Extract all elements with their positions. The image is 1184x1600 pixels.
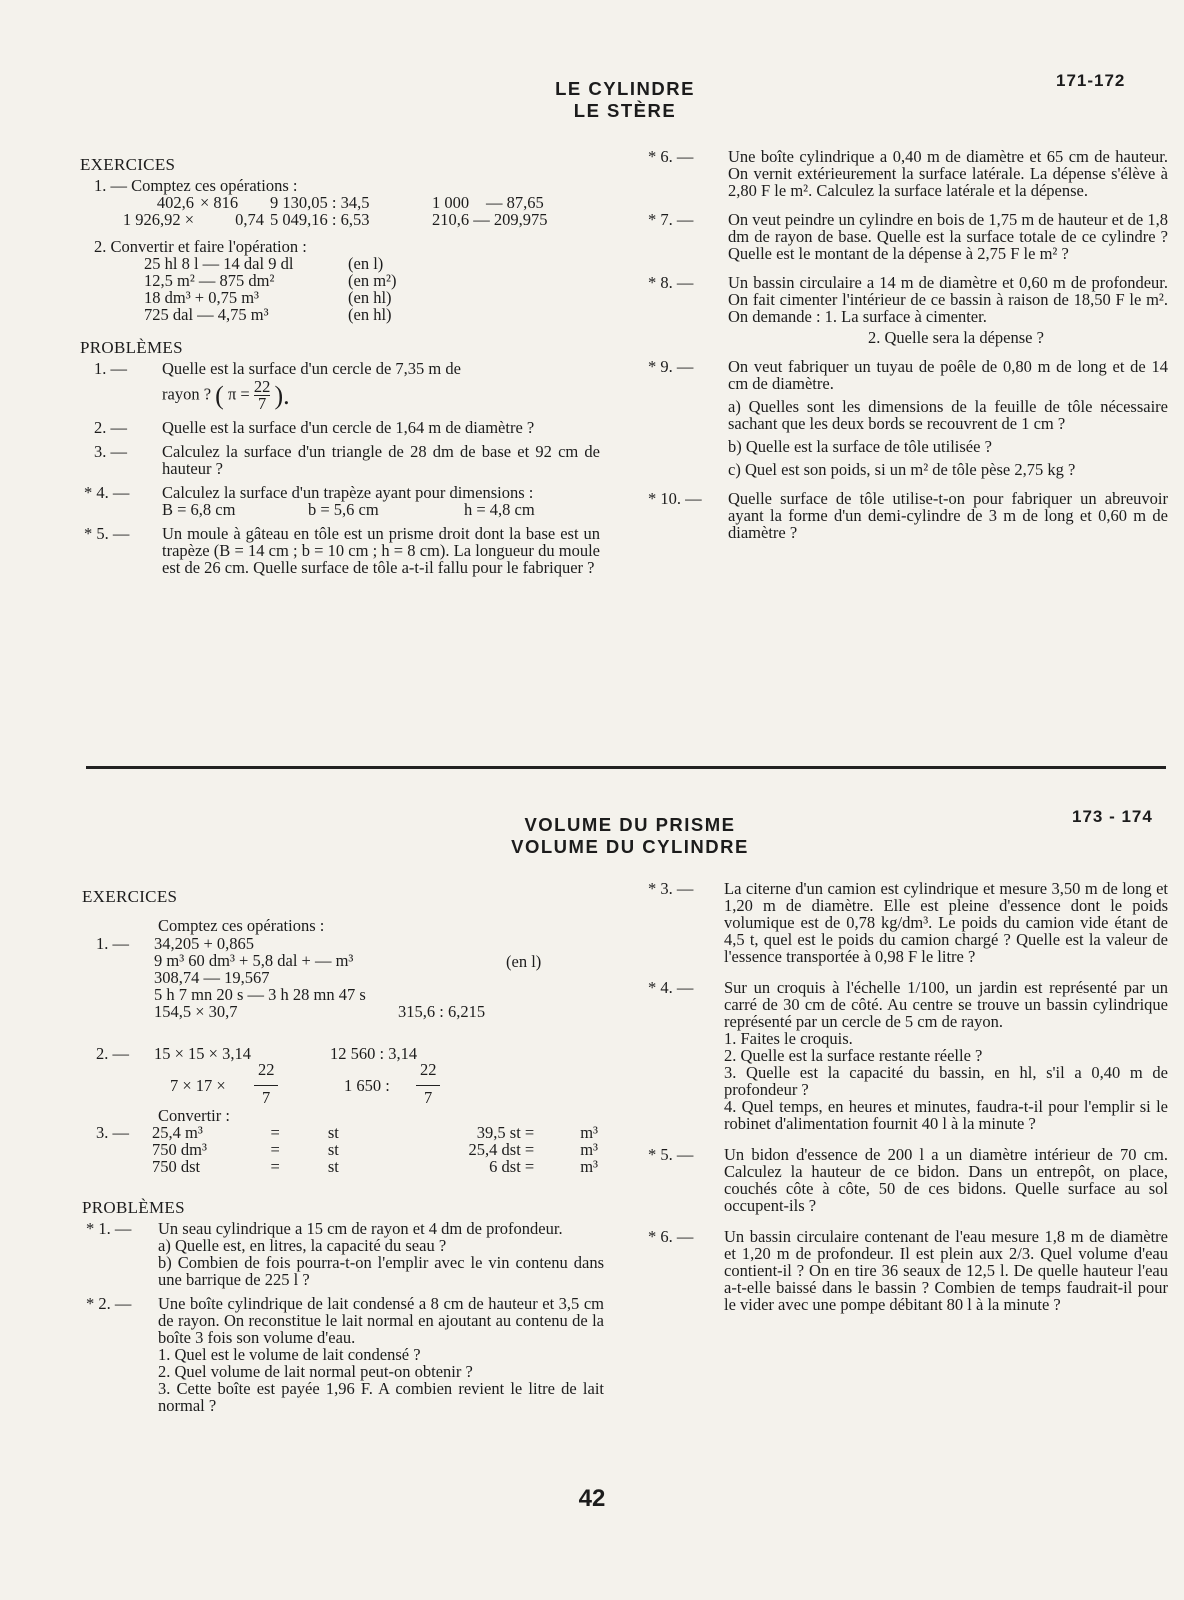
bottom-page-ref: 173 - 174	[1072, 807, 1153, 826]
problem-number: * 4. —	[648, 978, 694, 997]
frac-num: 22	[258, 1060, 275, 1079]
problem-text: Une boîte cylindrique a 0,40 m de diamètre et 65 cm de hauteur. On vernit extérieurement la surface latérale. La dépense s'élève à 2,80 F le m². Calculez la surface latérale et la dépense.	[728, 147, 1168, 200]
section-divider	[86, 766, 1166, 769]
problem-sub: 1. Quel est le volume de lait condensé ?	[158, 1345, 421, 1364]
problem-sub: c) Quel est son poids, si un m² de tôle pèse 2,75 kg ?	[728, 460, 1076, 479]
bottom-problem-3	[648, 880, 1168, 965]
op-line: 1 650 :	[344, 1076, 390, 1095]
problem-number: 1. —	[94, 359, 127, 378]
problem-sub: 4. Quel temps, en heures et minutes, faudra-t-il pour l'emplir si le robinet d'alimentation fournit 40 l à la minute ?	[724, 1097, 1168, 1133]
frac-den: 7	[424, 1088, 433, 1107]
cell: 402,6	[156, 193, 194, 212]
op-line: 15 × 15 × 3,14	[154, 1044, 251, 1063]
top-ex2	[80, 238, 600, 323]
cell: (en hl)	[348, 288, 392, 307]
top-ex1-table	[108, 194, 554, 228]
problem-number: 3. —	[94, 442, 127, 461]
bottom-problem-5	[648, 1146, 1168, 1214]
frac-den: 7	[262, 1088, 271, 1107]
cell: × 816	[200, 193, 239, 212]
cell: st	[327, 1157, 339, 1176]
top-problem-5	[80, 525, 600, 576]
problem-text: Une boîte cylindrique de lait condensé a 8 cm de hauteur et 3,5 cm de rayon. On reconstitue le lait normal en ajoutant au contenu de la boîte 3 fois son volume d'eau.	[158, 1294, 604, 1347]
table-row	[152, 1141, 604, 1158]
top-problem-4-dims	[162, 501, 541, 518]
top-problem-2	[80, 419, 600, 436]
top-ex1-label: 1. — Comptez ces opérations :	[94, 176, 298, 195]
problem-number: 2. —	[96, 1044, 129, 1063]
frac-den: 7	[257, 394, 267, 413]
problem-number: * 5. —	[648, 1145, 694, 1164]
cell: 1 000	[432, 193, 470, 212]
bottom-exercices-heading: EXERCICES	[82, 887, 178, 906]
op-line: 154,5 × 30,7	[154, 1002, 238, 1021]
cell: (en hl)	[348, 305, 392, 324]
op-line: 308,74 — 19,567	[154, 968, 270, 987]
top-right-column	[648, 148, 1168, 548]
top-ex1	[80, 177, 600, 228]
top-problem-8-sub: 2. Quelle sera la dépense ?	[868, 328, 1044, 347]
problem-text: Un bassin circulaire a 14 m de diamètre et 0,60 m de profondeur. On fait cimenter l'intérieur de ce bassin à raison de 18,50 F le m². On demande : 1. La surface à cimenter.	[728, 273, 1168, 326]
cell: 25,4 dst =	[468, 1140, 535, 1159]
problem-number: * 6. —	[648, 147, 694, 166]
top-title	[480, 78, 770, 122]
op-line: 9 m³ 60 dm³ + 5,8 dal + — m³	[154, 951, 354, 970]
problem-number: * 1. —	[86, 1219, 132, 1238]
bottom-ex3	[82, 1107, 604, 1175]
op-line: 7 × 17 ×	[170, 1076, 226, 1095]
cell: 1 926,92 ×	[122, 210, 194, 229]
frac-bar	[254, 1085, 278, 1086]
top-problem-7	[648, 211, 1168, 262]
top-left-column	[80, 148, 600, 583]
problem-text: Un moule à gâteau en tôle est un prisme droit dont la base est un trapèze (B = 14 cm ; b = 10 cm ; h = 8 cm). La longueur du moule est de 26 cm. Quelle surface de tôle a-t-il fallu pour le fabriquer ?	[162, 524, 600, 577]
problem-number: 1. —	[96, 934, 129, 953]
problem-text: On veut fabriquer un tuyau de poêle de 0,80 m de long et de 14 cm de diamètre.	[728, 357, 1168, 393]
bottom-title-line1: VOLUME DU PRISME	[524, 814, 736, 835]
problem-number: 2. —	[94, 418, 127, 437]
bottom-problem-2	[82, 1295, 604, 1414]
cell: =	[270, 1123, 280, 1142]
cell: m³	[580, 1157, 598, 1176]
frac-num: 22	[420, 1060, 437, 1079]
cell: 39,5 st =	[476, 1123, 535, 1142]
top-problem-3	[80, 443, 600, 477]
problem-sub: a) Quelles sont les dimensions de la feuille de tôle nécessaire sachant que les deux bords se recouvrent de 1 cm ?	[728, 397, 1168, 433]
problem-number: * 7. —	[648, 210, 694, 229]
cell: — 87,65	[486, 193, 544, 212]
problem-text: Sur un croquis à l'échelle 1/100, un jardin est représenté par un carré de 30 cm de côté. Au centre se trouve un bassin cylindrique représenté par un cercle de 5 cm de rayon.	[724, 978, 1168, 1031]
bottom-problem-4	[648, 979, 1168, 1132]
paren-open: (	[215, 381, 224, 410]
cell: 210,6 — 209,975	[432, 210, 548, 229]
top-ex2-table	[144, 255, 402, 323]
cell: B = 6,8 cm	[162, 500, 236, 519]
top-page-ref: 171-172	[1056, 71, 1126, 90]
problem-text: Un bassin circulaire contenant de l'eau mesure 1,8 m de diamètre et 1,20 m de profondeur. Il est plein aux 2/3. Quel volume d'eau contient-il ? On en tire 36 seaux de 12,5 l. De quelle hauteur l'eau a-t-elle baissé dans le bassin ? Combien de temps faudrait-il pour le vider avec une pompe débitant 80 l à la minute ?	[724, 1227, 1168, 1314]
problem-sub: a) Quelle est, en litres, la capacité du seau ?	[158, 1236, 447, 1255]
table-row	[144, 272, 402, 289]
problem-text: Quelle est la surface d'un cercle de 1,64 m de diamètre ?	[162, 418, 535, 437]
top-problem-8	[648, 274, 1168, 346]
problem-sub: 1. Faites le croquis.	[724, 1029, 853, 1048]
top-problem-9	[648, 358, 1168, 478]
cell: 18 dm³ + 0,75 m³	[144, 288, 259, 307]
top-title-line1: LE CYLINDRE	[555, 78, 695, 99]
table-row	[162, 501, 541, 518]
cell: m³	[580, 1140, 598, 1159]
bottom-right-column	[648, 880, 1168, 1320]
problem-sub: b) Combien de fois pourra-t-on l'emplir avec le vin contenu dans une barrique de 225 l ?	[158, 1253, 604, 1289]
problem-number: * 4. —	[84, 483, 130, 502]
problem-number: * 3. —	[648, 879, 694, 898]
top-problem-1-formula	[162, 379, 600, 412]
cell: st	[327, 1123, 339, 1142]
paren-close: ).	[274, 381, 290, 410]
op-line: 12 560 : 3,14	[330, 1044, 418, 1063]
op-line: 34,205 + 0,865	[154, 934, 255, 953]
table-row	[144, 289, 402, 306]
cell: 725 dal — 4,75 m³	[144, 305, 269, 324]
frac-num: 22	[253, 377, 271, 396]
formula-text: rayon ?	[162, 384, 212, 404]
bottom-left-column	[82, 880, 604, 1421]
cell: b = 5,6 cm	[308, 500, 379, 519]
table-row	[152, 1158, 604, 1175]
problem-number: 3. —	[96, 1123, 129, 1142]
problem-sub: b) Quelle est la surface de tôle utilisée ?	[728, 437, 992, 456]
convertir-label: Convertir :	[158, 1106, 230, 1125]
table-row	[144, 255, 402, 272]
top-exercices-heading: EXERCICES	[80, 155, 176, 174]
problem-number: * 6. —	[648, 1227, 694, 1246]
problem-text: Un bidon d'essence de 200 l a un diamètre intérieur de 70 cm. Calculez la hauteur de ce bidon. Dans un entrepôt, on place, couchés côte à côte, 50 de ces bidons. Quelle surface au sol occupent-ils ?	[724, 1145, 1168, 1215]
problem-sub: 2. Quelle est la surface restante réelle ?	[724, 1046, 983, 1065]
problem-text: Quelle surface de tôle utilise-t-on pour fabriquer un abreuvoir ayant la forme d'un demi-cylindre de 3 m de long et 0,60 m de diamètre ?	[728, 489, 1168, 542]
table-row	[152, 1124, 604, 1141]
problem-sub: 2. Quel volume de lait normal peut-on obtenir ?	[158, 1362, 473, 1381]
top-problem-6	[648, 148, 1168, 199]
cell: st	[327, 1140, 339, 1159]
ops-label: Comptez ces opérations :	[158, 916, 325, 935]
cell: 5 049,16 : 6,53	[270, 210, 370, 229]
top-problemes-heading: PROBLÈMES	[80, 338, 183, 357]
bottom-ex1	[82, 917, 604, 1039]
bottom-ex3-table	[152, 1124, 604, 1175]
problem-text: La citerne d'un camion est cylindrique et mesure 3,50 m de long et 1,20 m de diamètre. Elle est pleine d'essence dont le poids volumique est de 0,78 kg/dm³. Le poids du camion vide étant de 4,5 t, quel est le poids du camion chargé ? Quelle est la valeur de l'essence transportée à 0,98 F le litre ?	[724, 879, 1168, 966]
frac-bar	[416, 1085, 440, 1086]
cell: 750 dst	[152, 1157, 201, 1176]
problem-sub: 3. Cette boîte est payée 1,96 F. A combien revient le litre de lait normal ?	[158, 1379, 604, 1415]
cell: =	[270, 1157, 280, 1176]
cell: =	[270, 1140, 280, 1159]
top-problem-10	[648, 490, 1168, 541]
fraction	[254, 379, 271, 412]
cell: 12,5 m² — 875 dm²	[144, 271, 275, 290]
cell: 0,74	[235, 210, 264, 229]
unit-label: (en l)	[506, 952, 542, 971]
bottom-problem-1	[82, 1220, 604, 1288]
problem-number: * 2. —	[86, 1294, 132, 1313]
cell: 6 dst =	[489, 1157, 535, 1176]
cell: (en l)	[348, 254, 384, 273]
cell: 9 130,05 : 34,5	[270, 193, 370, 212]
problem-text: Quelle est la surface d'un cercle de 7,35 m de	[162, 359, 461, 378]
ex1-lines	[154, 935, 366, 1020]
bottom-title	[460, 814, 800, 858]
top-problem-4	[80, 484, 600, 518]
problem-text: Calculez la surface d'un triangle de 28 dm de base et 92 cm de hauteur ?	[162, 442, 600, 478]
cell: 25,4 m³	[152, 1123, 203, 1142]
top-title-line2: LE STÈRE	[573, 100, 677, 121]
op-line: 315,6 : 6,215	[398, 1002, 486, 1021]
page-number: 42	[578, 1485, 606, 1512]
bottom-title-line2: VOLUME DU CYLINDRE	[511, 836, 749, 857]
top-problem-1	[80, 360, 600, 412]
problem-number: * 5. —	[84, 524, 130, 543]
bottom-ex2	[82, 1039, 604, 1107]
problem-number: * 10. —	[648, 489, 702, 508]
problem-text: Un seau cylindrique a 15 cm de rayon et 4 dm de profondeur.	[158, 1219, 563, 1238]
table-row	[108, 194, 554, 211]
cell: m³	[580, 1123, 598, 1142]
op-line: 5 h 7 mn 20 s — 3 h 28 mn 47 s	[154, 985, 366, 1004]
problem-sub: 3. Quelle est la capacité du bassin, en hl, s'il a 0,40 m de profondeur ?	[724, 1063, 1168, 1099]
bottom-problem-6	[648, 1228, 1168, 1313]
cell: (en m²)	[348, 271, 397, 290]
pi-text: π =	[227, 384, 250, 404]
problem-number: * 9. —	[648, 357, 694, 376]
table-row	[144, 306, 402, 323]
problem-number: * 8. —	[648, 273, 694, 292]
cell: 25 hl 8 l — 14 dal 9 dl	[144, 254, 294, 273]
top-ex2-label: 2. Convertir et faire l'opération :	[94, 237, 307, 256]
cell: 750 dm³	[152, 1140, 207, 1159]
bottom-problemes-heading: PROBLÈMES	[82, 1198, 185, 1217]
problem-text: On veut peindre un cylindre en bois de 1,75 m de hauteur et de 1,8 dm de rayon de base. Quelle est la surface totale de ce cylindre ? Quelle est le montant de la dépense à 2,75 F le m² ?	[728, 210, 1168, 263]
problem-text: Calculez la surface d'un trapèze ayant pour dimensions :	[162, 483, 534, 502]
table-row	[108, 211, 554, 228]
cell: h = 4,8 cm	[464, 500, 535, 519]
